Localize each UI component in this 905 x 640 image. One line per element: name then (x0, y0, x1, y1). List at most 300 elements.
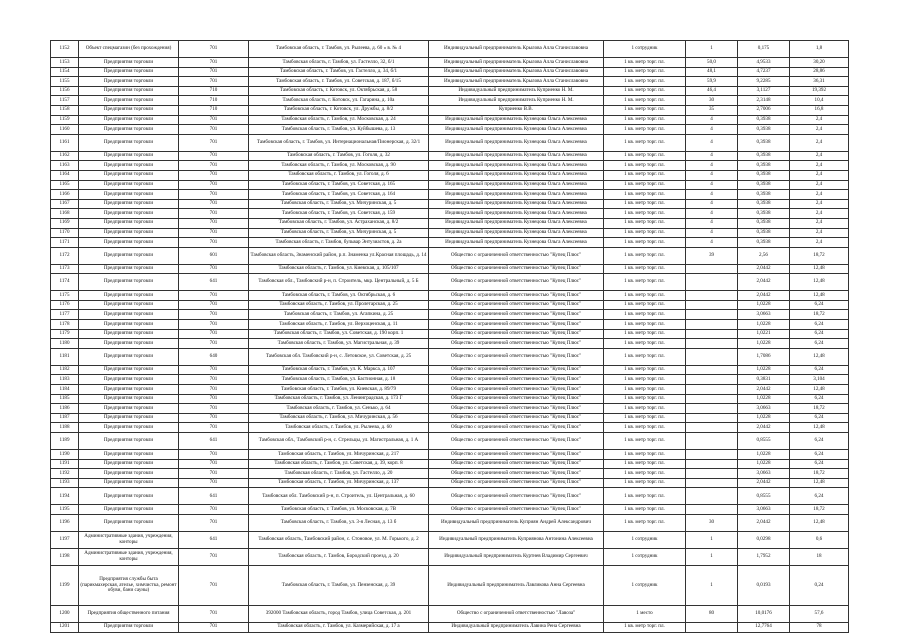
cell-territory-code: 701 (179, 375, 249, 385)
cell-address: Тамбовская область, г. Тамбов, ул. 3-я Лесная, д. 13 б (249, 514, 429, 531)
cell-row-number: 1162 (51, 151, 79, 161)
cell-volume-value: 2,4 (790, 180, 849, 190)
cell-measure-unit: 1 кв. метр торг. пл. (604, 190, 686, 200)
cell-norm-value: 0,3938 (738, 115, 790, 125)
cell-norm-value: 1,0228 (738, 394, 790, 404)
cell-address: Тамбовская область, г. Тамбов, ул. Сенько, д. 64 (249, 404, 429, 414)
cell-row-number: 1183 (51, 375, 79, 385)
cell-address: Тамбовская область, г. Тамбов, ул. Советская, д. 190 корп. 1 (249, 329, 429, 339)
cell-object-type: Предприятия торговли (79, 247, 179, 264)
cell-address: Тамбовская обл. Тамбовский р-н, с. Летовское, ул. Советская, д. 25 (249, 348, 429, 365)
cell-norm-value: 4,9533 (738, 58, 790, 68)
cell-owner-name: Индивидуальный предприниматель Крылова Алла Станиславовна (429, 77, 604, 87)
cell-territory-code: 601 (179, 247, 249, 264)
cell-object-type: Предприятия торговли (79, 105, 179, 115)
cell-volume-value: 18,72 (790, 247, 849, 264)
cell-territory-code: 701 (179, 339, 249, 349)
cell-territory-code: 710 (179, 86, 249, 96)
cell-volume-value: 2,4 (790, 209, 849, 219)
cell-volume-value: 2,4 (790, 125, 849, 135)
cell-address: Тамбовская область, г. Тамбов, ул. Московская, д. 7В (249, 505, 429, 515)
cell-row-number: 1167 (51, 199, 79, 209)
cell-object-type: Предприятия торговли (79, 134, 179, 151)
cell-owner-name: Индивидуальный предприниматель Кузнецова Ольга Алексеевна (429, 170, 604, 180)
cell-object-type: Предприятия торговли (79, 199, 179, 209)
cell-owner-name: Индивидуальный предприниматель Кузнецова Ольга Алексеевна (429, 228, 604, 238)
cell-row-number: 1187 (51, 413, 79, 423)
cell-norm-value: 0,3938 (738, 238, 790, 248)
table-row (51, 291, 849, 301)
cell-row-number: 1161 (51, 134, 79, 151)
cell-norm-value: 2,0442 (738, 385, 790, 395)
cell-measure-unit: 1 кв. метр торг. пл. (604, 105, 686, 115)
cell-owner-name: Общество с ограниченной ответственностью "Купец Плюс" (429, 413, 604, 423)
cell-measure-unit: 1 кв. метр торг. пл. (604, 329, 686, 339)
cell-object-type: Предприятия торговли (79, 274, 179, 291)
cell-unit-count: 4 (686, 170, 738, 180)
cell-measure-unit: 1 кв. метр торг. пл. (604, 151, 686, 161)
table-row (51, 247, 849, 264)
cell-object-type: Предприятия торговли (79, 180, 179, 190)
cell-volume-value: 18,72 (790, 310, 849, 320)
cell-owner-name: Индивидуальный предприниматель Кузнецова Ольга Алексеевна (429, 238, 604, 248)
cell-owner-name: Индивидуальный предприниматель Кузнецова Ольга Алексеевна (429, 115, 604, 125)
cell-volume-value: 36,31 (790, 77, 849, 87)
cell-row-number: 1182 (51, 365, 79, 375)
cell-unit-count (686, 348, 738, 365)
cell-measure-unit: 1 сотрудник (604, 565, 686, 605)
cell-volume-value: 2,4 (790, 115, 849, 125)
cell-address: Тамбовская область, г. Тамбов, ул. Пензенская, д. 39 (249, 565, 429, 605)
cell-owner-name: Общество с ограниченной ответственностью "Купец Плюс" (429, 339, 604, 349)
document-page (50, 40, 848, 633)
cell-object-type: Предприятия торговли (79, 514, 179, 531)
cell-owner-name: Индивидуальный предприниматель Кузнецова Ольга Алексеевна (429, 190, 604, 200)
cell-object-type: Предприятия торговли (79, 423, 179, 433)
cell-norm-value: 1,0228 (738, 413, 790, 423)
cell-measure-unit: 1 кв. метр торг. пл. (604, 488, 686, 505)
cell-row-number: 1184 (51, 385, 79, 395)
cell-norm-value: 1,0228 (738, 459, 790, 469)
cell-territory-code: 701 (179, 478, 249, 488)
cell-row-number: 1170 (51, 228, 79, 238)
cell-norm-value: 3,0663 (738, 404, 790, 414)
cell-object-type: Предприятия торговли (79, 264, 179, 274)
cell-owner-name: Общество с ограниченной ответственностью "Купец Плюс" (429, 394, 604, 404)
cell-unit-count (686, 505, 738, 515)
table-row (51, 228, 849, 238)
cell-address: Тамбовская область, г. Тамбов, ул. Магистральная, д. 39 (249, 339, 429, 349)
cell-row-number: 1193 (51, 478, 79, 488)
cell-measure-unit: 1 кв. метр торг. пл. (604, 459, 686, 469)
cell-territory-code: 701 (179, 264, 249, 274)
cell-norm-value: 0,175 (738, 41, 790, 58)
cell-norm-value: 0,3938 (738, 190, 790, 200)
cell-object-type: Предприятия торговли (79, 218, 179, 228)
cell-address: Тамбовская область, г. Тамбов, ул. Гастелло, д. 34, б/1 (249, 67, 429, 77)
cell-territory-code: 641 (179, 531, 249, 548)
cell-measure-unit: 1 кв. метр торг. пл. (604, 264, 686, 274)
cell-unit-count (686, 300, 738, 310)
cell-unit-count: 4 (686, 180, 738, 190)
cell-norm-value: 1,0228 (738, 365, 790, 375)
cell-territory-code: 701 (179, 180, 249, 190)
cell-object-type: Предприятия общественного питания (79, 605, 179, 622)
cell-norm-value: 3,0663 (738, 469, 790, 479)
cell-owner-name: Общество с ограниченной ответственностью "Купец Плюс" (429, 375, 604, 385)
cell-object-type: Предприятия торговли (79, 86, 179, 96)
cell-unit-count: 46,4 (686, 86, 738, 96)
table-row (51, 170, 849, 180)
table-row (51, 134, 849, 151)
cell-measure-unit: 1 кв. метр торг. пл. (604, 394, 686, 404)
cell-measure-unit: 1 кв. метр торг. пл. (604, 247, 686, 264)
cell-unit-count: 4 (686, 134, 738, 151)
cell-object-type: Предприятия торговли (79, 348, 179, 365)
cell-row-number: 1190 (51, 450, 79, 460)
cell-norm-value: 9,2285 (738, 77, 790, 87)
cell-volume-value: 18 (790, 548, 849, 565)
cell-unit-count (686, 488, 738, 505)
cell-volume-value: 12,48 (790, 478, 849, 488)
cell-address: Тамбовская область, г. Тамбов, ул. Мичуринская, д. 5 (249, 199, 429, 209)
cell-territory-code: 701 (179, 450, 249, 460)
cell-row-number: 1160 (51, 125, 79, 135)
cell-row-number: 1157 (51, 96, 79, 106)
cell-owner-name: Индивидуальный предприниматель Куприенко Н. М. (429, 86, 604, 96)
cell-norm-value: 0,3938 (738, 134, 790, 151)
table-row (51, 413, 849, 423)
cell-row-number: 1169 (51, 218, 79, 228)
cell-volume-value: 6,24 (790, 339, 849, 349)
cell-unit-count (686, 339, 738, 349)
cell-address: Тамбовская область, г. Тамбов, ул. Советская, д. 165 (249, 180, 429, 190)
cell-address: Тамбовская область, г. Тамбов, ул. Интернациональная/Пионерская, д. 32/1 (249, 134, 429, 151)
cell-owner-name: Общество с ограниченной ответственностью "Купец Плюс" (429, 423, 604, 433)
cell-norm-value: 4,7237 (738, 67, 790, 77)
table-row (51, 58, 849, 68)
cell-territory-code: 701 (179, 228, 249, 238)
cell-territory-code: 701 (179, 190, 249, 200)
table-row (51, 125, 849, 135)
cell-norm-value: 1,7952 (738, 548, 790, 565)
cell-measure-unit: 1 сотрудник (604, 531, 686, 548)
cell-row-number: 1188 (51, 423, 79, 433)
cell-territory-code: 701 (179, 459, 249, 469)
cell-measure-unit: 1 кв. метр торг. пл. (604, 365, 686, 375)
table-row (51, 300, 849, 310)
cell-measure-unit: 1 кв. метр торг. пл. (604, 469, 686, 479)
cell-row-number: 1152 (51, 41, 79, 58)
cell-territory-code: 701 (179, 622, 249, 632)
registry-table (50, 40, 849, 633)
table-row (51, 41, 849, 58)
cell-unit-count (686, 291, 738, 301)
cell-row-number: 1155 (51, 77, 79, 87)
cell-owner-name: Индивидуальный предприниматель Кузнецова Ольга Алексеевна (429, 151, 604, 161)
cell-territory-code: 701 (179, 199, 249, 209)
table-row (51, 423, 849, 433)
cell-address: Тамбовская область, г. Тамбов, ул. Бастионная, д. 18 (249, 375, 429, 385)
cell-territory-code: 701 (179, 394, 249, 404)
cell-row-number: 1199 (51, 565, 79, 605)
cell-address: Тамбовская область, г. Тамбов, бульвар Энтузиастов, д. 2а (249, 238, 429, 248)
cell-owner-name: Куприенко В.В. (429, 105, 604, 115)
cell-object-type: Предприятия торговли (79, 310, 179, 320)
cell-address: Тамбовская область, г. Тамбов, Бородский проезд, д. 20 (249, 548, 429, 565)
cell-unit-count: 30 (686, 96, 738, 106)
cell-volume-value: 12,48 (790, 274, 849, 291)
table-row (51, 274, 849, 291)
table-row (51, 622, 849, 632)
cell-territory-code: 701 (179, 404, 249, 414)
cell-territory-code: 701 (179, 125, 249, 135)
cell-norm-value: 2,0442 (738, 478, 790, 488)
cell-object-type: Предприятия торговли (79, 478, 179, 488)
cell-volume-value: 2,4 (790, 134, 849, 151)
cell-territory-code: 701 (179, 423, 249, 433)
table-row (51, 505, 849, 515)
cell-owner-name: Общество с ограниченной ответственностью "Купец Плюс" (429, 385, 604, 395)
cell-owner-name: Индивидуальный предприниматель Кузнецова Ольга Алексеевна (429, 125, 604, 135)
cell-object-type: Предприятия торговли (79, 433, 179, 450)
cell-norm-value: 2,0442 (738, 291, 790, 301)
cell-volume-value: 2,4 (790, 228, 849, 238)
cell-owner-name: Общество с ограниченной ответственностью "Купец Плюс" (429, 329, 604, 339)
cell-territory-code: 701 (179, 605, 249, 622)
cell-unit-count (686, 320, 738, 330)
cell-owner-name: Индивидуальный предприниматель Крылова Алла Станиславовна (429, 67, 604, 77)
cell-measure-unit: 1 кв. метр торг. пл. (604, 433, 686, 450)
cell-object-type: Предприятия торговли (79, 125, 179, 135)
cell-address: Тамбовская область, г. Котовск, ул. Дружбы, д. 8/2 (249, 105, 429, 115)
cell-volume-value: 6,24 (790, 365, 849, 375)
cell-object-type: Предприятия торговли (79, 339, 179, 349)
cell-measure-unit: 1 кв. метр торг. пл. (604, 300, 686, 310)
cell-measure-unit: 1 кв. метр торг. пл. (604, 58, 686, 68)
table-row (51, 605, 849, 622)
cell-measure-unit: 1 кв. метр торг. пл. (604, 514, 686, 531)
cell-object-type: Предприятия торговли (79, 300, 179, 310)
cell-address: Тамбовская область, г. Тамбов, ул. Московская, д. 24 (249, 115, 429, 125)
cell-address: Тамбовская область, г. Тамбов, ул. Агапкина, д. 25 (249, 310, 429, 320)
cell-address: Тамбовская область, г. Тамбов, ул. Ленинградская, д. 173 Г (249, 394, 429, 404)
cell-norm-value: 0,8555 (738, 488, 790, 505)
cell-norm-value: 1,0228 (738, 300, 790, 310)
cell-object-type: Предприятия торговли (79, 450, 179, 460)
cell-norm-value: 0,3938 (738, 209, 790, 219)
cell-measure-unit: 1 кв. метр торг. пл. (604, 291, 686, 301)
cell-address: Тамбовская обл. Тамбовский р-н, п. Строитель, ул. Центральная, д. 60 (249, 488, 429, 505)
cell-measure-unit: 1 кв. метр торг. пл. (604, 404, 686, 414)
cell-row-number: 1198 (51, 548, 79, 565)
cell-volume-value: 12,48 (790, 348, 849, 365)
table-row (51, 450, 849, 460)
cell-territory-code: 701 (179, 329, 249, 339)
cell-row-number: 1195 (51, 505, 79, 515)
cell-unit-count: 30 (686, 514, 738, 531)
cell-unit-count: 4 (686, 161, 738, 171)
cell-volume-value: 6,24 (790, 488, 849, 505)
cell-unit-count: 48,1 (686, 67, 738, 77)
cell-address: Тамбовская область, г. Тамбов, ул. Верхоценская, д. 11 (249, 320, 429, 330)
table-row (51, 469, 849, 479)
cell-territory-code: 701 (179, 291, 249, 301)
cell-object-type: Предприятия торговли (79, 320, 179, 330)
cell-measure-unit: 1 кв. метр торг. пл. (604, 320, 686, 330)
cell-unit-count (686, 310, 738, 320)
cell-row-number: 1196 (51, 514, 79, 531)
cell-row-number: 1186 (51, 404, 79, 414)
cell-unit-count: 4 (686, 218, 738, 228)
cell-unit-count (686, 329, 738, 339)
cell-owner-name: Индивидуальный предприниматель Кузнецова Ольга Алексеевна (429, 218, 604, 228)
cell-norm-value: 0,3938 (738, 228, 790, 238)
cell-measure-unit: 1 кв. метр торг. пл. (604, 67, 686, 77)
cell-address: Тамбовская область, г. Тамбов, ул. Гоголя, д. 6 (249, 170, 429, 180)
cell-measure-unit: 1 кв. метр торг. пл. (604, 134, 686, 151)
cell-volume-value: 6,24 (790, 320, 849, 330)
table-row (51, 209, 849, 219)
cell-territory-code: 701 (179, 151, 249, 161)
cell-volume-value: 2,4 (790, 161, 849, 171)
cell-row-number: 1158 (51, 105, 79, 115)
cell-territory-code: 701 (179, 565, 249, 605)
cell-object-type: Предприятия торговли (79, 404, 179, 414)
cell-unit-count: 1 (686, 41, 738, 58)
cell-object-type: Предприятия торговли (79, 58, 179, 68)
cell-address: Тамбовская область, г. Тамбов, ул. Рылеева, д. 60 « в. № 4 (249, 41, 429, 58)
cell-unit-count (686, 450, 738, 460)
cell-row-number: 1175 (51, 291, 79, 301)
cell-norm-value: 1,0228 (738, 450, 790, 460)
cell-norm-value: 3,1127 (738, 86, 790, 96)
cell-territory-code: 701 (179, 514, 249, 531)
cell-measure-unit: 1 кв. метр торг. пл. (604, 450, 686, 460)
cell-volume-value: 57,6 (790, 605, 849, 622)
cell-object-type: Предприятия торговли (79, 170, 179, 180)
cell-unit-count: 80 (686, 605, 738, 622)
cell-unit-count: 4 (686, 238, 738, 248)
cell-row-number: 1165 (51, 180, 79, 190)
cell-owner-name: Индивидуальный предприниматель Куртнев Владимир Сергеевич (429, 548, 604, 565)
cell-unit-count: 4 (686, 115, 738, 125)
cell-owner-name: Общество с ограниченной ответственностью "Купец Плюс" (429, 488, 604, 505)
cell-address: Тамбовская область, г. Тамбов, ул. Московская, д. 90 (249, 161, 429, 171)
cell-owner-name: Общество с ограниченной ответственностью "Купец Плюс" (429, 247, 604, 264)
table-row (51, 329, 849, 339)
cell-object-type: Предприятия торговли (79, 469, 179, 479)
cell-owner-name: Общество с ограниченной ответственностью "Купец Плюс" (429, 365, 604, 375)
cell-territory-code: 641 (179, 433, 249, 450)
cell-volume-value: 28,86 (790, 67, 849, 77)
cell-object-type: Предприятия торговли (79, 505, 179, 515)
cell-row-number: 1201 (51, 622, 79, 632)
cell-owner-name: Общество с ограниченной ответственностью "Купец Плюс" (429, 300, 604, 310)
cell-measure-unit: 1 кв. метр торг. пл. (604, 375, 686, 385)
cell-norm-value: 0,3938 (738, 161, 790, 171)
cell-territory-code: 701 (179, 505, 249, 515)
cell-volume-value: 3,104 (790, 375, 849, 385)
cell-volume-value: 30,20 (790, 58, 849, 68)
cell-owner-name: Общество с ограниченной ответственностью "Купец Плюс" (429, 478, 604, 488)
cell-volume-value: 6,24 (790, 300, 849, 310)
cell-address: Тамбовская область, г. Тамбов, ул. Киевская, д. 89/79 (249, 385, 429, 395)
cell-address: Тамбовская область, г. Тамбов, ул. Советская, д. 39, корп. 8 (249, 459, 429, 469)
cell-address: Тамбовская область, г. Тамбов, ул. Советская, д. 159 (249, 209, 429, 219)
table-row (51, 531, 849, 548)
cell-measure-unit: 1 кв. метр торг. пл. (604, 218, 686, 228)
cell-row-number: 1168 (51, 209, 79, 219)
cell-row-number: 1174 (51, 274, 79, 291)
cell-unit-count: 39 (686, 247, 738, 264)
cell-owner-name: Индивидуальный предприниматель Куприян Андрей Александрович (429, 514, 604, 531)
cell-norm-value: 2,0442 (738, 514, 790, 531)
cell-object-type: Предприятия торговли (79, 161, 179, 171)
cell-owner-name: Общество с ограниченной ответственностью "Купец Плюс" (429, 505, 604, 515)
cell-row-number: 1173 (51, 264, 79, 274)
cell-volume-value: 78 (790, 622, 849, 632)
cell-object-type: Предприятия торговли (79, 488, 179, 505)
cell-measure-unit: 1 кв. метр торг. пл. (604, 505, 686, 515)
cell-address: Тамбовская область, г. Тамбов, ул. Советская, д. 164 (249, 190, 429, 200)
cell-measure-unit: 1 кв. метр торг. пл. (604, 339, 686, 349)
cell-measure-unit: 1 место (604, 605, 686, 622)
cell-measure-unit: 1 кв. метр торг. пл. (604, 622, 686, 632)
cell-territory-code: 701 (179, 41, 249, 58)
cell-measure-unit: 1 кв. метр торг. пл. (604, 274, 686, 291)
cell-row-number: 1181 (51, 348, 79, 365)
cell-object-type: Предприятия торговли (79, 375, 179, 385)
cell-volume-value: 2,4 (790, 151, 849, 161)
cell-row-number: 1172 (51, 247, 79, 264)
cell-owner-name: Общество с ограниченной ответственностью "Купец Плюс" (429, 469, 604, 479)
cell-unit-count (686, 433, 738, 450)
cell-address: Тамбовская область, г. Тамбов, ул. Казмерийская, д. 17 а (249, 622, 429, 632)
cell-unit-count: 4 (686, 190, 738, 200)
cell-object-type: Предприятия торговли (79, 413, 179, 423)
cell-unit-count (686, 413, 738, 423)
cell-object-type: Предприятия торговли (79, 228, 179, 238)
cell-address: Тамбовская область, г. Тамбов, ул. К. Маркса, д. 107 (249, 365, 429, 375)
cell-owner-name: Индивидуальный предприниматель Крылова Алла Станиславовна (429, 41, 604, 58)
cell-measure-unit: 1 кв. метр торг. пл. (604, 86, 686, 96)
cell-object-type: Административные здания, учреждения, конторы (79, 548, 179, 565)
cell-territory-code: 641 (179, 274, 249, 291)
cell-volume-value: 18,72 (790, 505, 849, 515)
table-row (51, 264, 849, 274)
table-row (51, 514, 849, 531)
table-row (51, 548, 849, 565)
cell-row-number: 1191 (51, 459, 79, 469)
cell-territory-code: 701 (179, 320, 249, 330)
cell-volume-value: 12,48 (790, 385, 849, 395)
cell-address: Тамбовская область, г. Тамбов, ул. Октябрьская, д. 6 (249, 291, 429, 301)
table-row (51, 394, 849, 404)
cell-object-type: Предприятия торговли (79, 385, 179, 395)
cell-norm-value: 10,0176 (738, 605, 790, 622)
cell-owner-name: Индивидуальный предприниматель Крылова Алла Станиславовна (429, 58, 604, 68)
cell-norm-value: 0,3938 (738, 151, 790, 161)
cell-owner-name: Индивидуальный предприниматель Лавликова Анна Сергеевна (429, 565, 604, 605)
cell-norm-value: 0,3938 (738, 180, 790, 190)
cell-owner-name: Индивидуальный предприниматель Кузнецова Ольга Алексеевна (429, 134, 604, 151)
cell-unit-count (686, 385, 738, 395)
cell-measure-unit: 1 сотрудник (604, 41, 686, 58)
table-row (51, 115, 849, 125)
cell-norm-value: 1,0228 (738, 339, 790, 349)
cell-norm-value: 0,0193 (738, 565, 790, 605)
